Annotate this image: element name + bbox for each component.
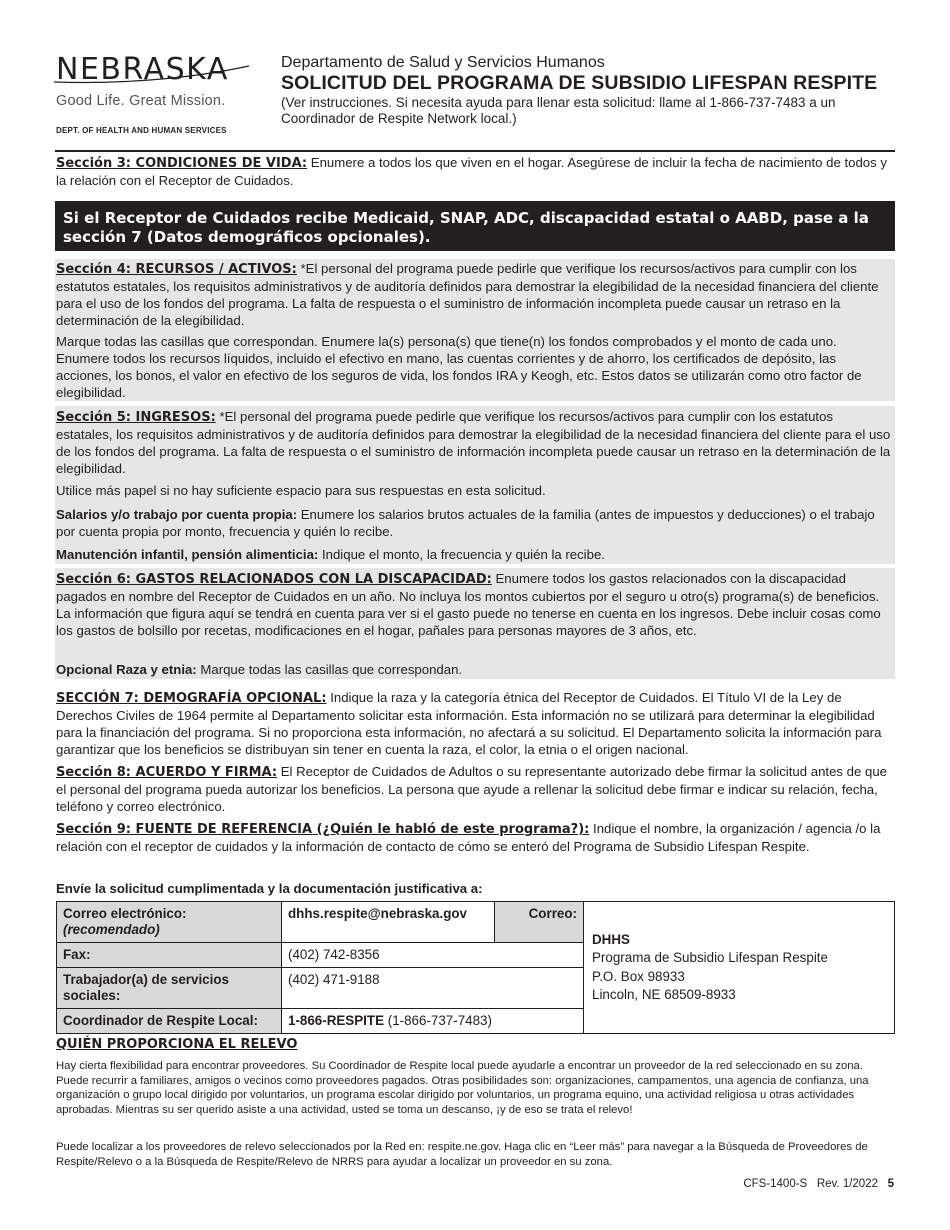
section-7-heading: SECCIÓN 7: DEMOGRAFÍA OPCIONAL: bbox=[56, 691, 327, 706]
form-id: CFS-1400-S bbox=[743, 1178, 808, 1190]
section-8-heading: Sección 8: ACUERDO Y FIRMA: bbox=[56, 765, 278, 780]
mail-line1: Programa de Subsidio Lifespan Respite bbox=[592, 950, 828, 965]
section-3 bbox=[56, 154, 896, 189]
race-text: Marque todas las casillas que correspondan. bbox=[196, 662, 463, 677]
section-5-salary bbox=[56, 506, 892, 540]
coordinator-label-cell bbox=[57, 1009, 282, 1034]
form-revision: Rev. 1/2022 bbox=[816, 1178, 878, 1190]
email-value[interactable]: dhhs.respite@nebraska.gov bbox=[288, 906, 468, 921]
section-9-text: Indique el nombre, la organización / agencia /o la relación con el receptor de cuidados y la información de contacto de cómo se enteró del Programa de Subsidio Lifespan Respite. bbox=[56, 821, 881, 854]
section-4 bbox=[56, 260, 892, 329]
header-department: Departamento de Salud y Servicios Humanos bbox=[281, 54, 605, 71]
mail-line3: Lincoln, NE 68509-8933 bbox=[592, 987, 736, 1002]
salary-text: Enumere los salarios brutos actuales de la familia (antes de impuestos y deducciones) o el trabajo por cuenta propia por monto, frecuencia y quién lo recibe. bbox=[56, 507, 875, 539]
submit-intro: Envíe la solicitud cumplimentada y la documentación justificativa a: bbox=[56, 881, 483, 896]
section-4-text: *El personal del programa puede pedirle que verifique los recursos/activos para cumplir con los estatutos estatales, los requisitos administrativos y de auditoría definidos para demostrar la elegibilidad de la necesidad financiera del cliente para el uso de los fondos del programa. La falta de respuesta o el suministro de información incompleta puede causar un retraso en la determinación de la elegibilidad. bbox=[56, 261, 879, 328]
social-worker-value: (402) 471-9188 bbox=[288, 972, 380, 987]
medicaid-banner: Si el Receptor de Cuidados recibe Medicaid, SNAP, ADC, discapacidad estatal o AABD, pase a la sección 7 (Datos demográficos opcionales). bbox=[55, 201, 895, 251]
relevo-paragraph-2: Puede localizar a los proveedores de relevo seleccionados por la Red en: respite.ne.gov. Haga clic en “Leer más” para navegar a la Búsqueda de Proveedores de Respite/Relevo o a la Búsqueda de Respite/Relevo de NRRS para ayudar a localizar un proveedor en su zona. bbox=[56, 1141, 868, 1168]
logo-wordmark: NEBRASKA bbox=[56, 52, 229, 87]
section-3-text: Enumere a todos los que viven en el hogar. Asegúrese de incluir la fecha de nacimiento de todos y la relación con el Receptor de Cuidados. bbox=[56, 155, 887, 188]
relevo-paragraph-1: Hay cierta flexibilidad para encontrar proveedores. Su Coordinador de Respite local puede ayudarle a encontrar un proveedor de la red seleccionado en su zona. Puede recurrir a familiares, amigos o vecinos como proveedores pagados. Otras posibilidades son: organizaciones, campamentos, una agencia de confianza, una organización o grupo local dirigido por voluntarios, un programa escolar dirigido por voluntarios, un programa equino, una actividad religiosa u otras actividades aprobadas. Mientras su ser querido asiste a una actividad, usted se toma un descanso, ¡y de eso se trata el relevo! bbox=[56, 1060, 869, 1117]
logo-tagline: Good Life. Great Mission. bbox=[56, 93, 226, 109]
coordinator-label: Coordinador de Respite Local: bbox=[63, 1013, 258, 1028]
section-4-heading: Sección 4: RECURSOS / ACTIVOS: bbox=[56, 262, 297, 277]
fax-value: (402) 742-8356 bbox=[288, 947, 380, 962]
fax-value-cell bbox=[282, 943, 584, 968]
child-support-label: Manutención infantil, pensión alimenticia: bbox=[56, 547, 319, 562]
section-5-text2: Utilice más papel si no hay suficiente espacio para sus respuestas en esta solicitud. bbox=[56, 483, 546, 498]
section-5-text: *El personal del programa puede pedirle que verifique los recursos/activos para cumplir con los estatutos estatales, los requisitos administrativos y de auditoría definidos para demostrar la elegibilidad de la necesidad financiera del cliente para el uso de los fondos del programa. La falta de respuesta o el suministro de información incompleta puede causar un retraso en la determinación de la elegibilidad. bbox=[56, 409, 891, 476]
email-value-cell bbox=[282, 902, 495, 943]
mail-address-cell bbox=[584, 902, 895, 1034]
social-worker-label: Trabajador(a) de servicios sociales: bbox=[63, 972, 229, 1003]
section-5-child bbox=[56, 546, 892, 563]
section-6-text: Enumere todos los gastos relacionados con la discapacidad pagados en nombre del Receptor de Cuidados en un año. No incluya los montos cubiertos por el seguro u otro(s) programa(s) de beneficios. La información que figura aquí se tendrá en cuenta para ver si el gasto puede no tenerse en cuenta en los ingresos. Debe incluir cosas como los gastos de bolsillo por recetas, modificaciones en el hogar, pañales para personas mayores de 3 años, etc. bbox=[56, 571, 881, 638]
fax-label-cell bbox=[57, 943, 282, 968]
mail-line2: P.O. Box 98933 bbox=[592, 968, 685, 984]
coordinator-bold: 1-866-RESPITE bbox=[288, 1013, 385, 1028]
email-label-cell bbox=[57, 902, 282, 943]
coordinator-value: (1-866-737-7483) bbox=[384, 1013, 492, 1028]
coordinator-value-cell bbox=[282, 1009, 584, 1034]
mail-label: Correo: bbox=[528, 906, 577, 921]
page-number: 5 bbox=[887, 1178, 894, 1190]
mail-org: DHHS bbox=[592, 931, 630, 947]
section-8 bbox=[56, 763, 894, 815]
section-6 bbox=[56, 570, 892, 639]
section-7-text: Indique la raza y la categoría étnica del Receptor de Cuidados. El Título VI de la Ley de Derechos Civiles de 1964 permite al Departamento solicitar esta información. Esta información no se utilizará para determinar la elegibilidad para la financiación del programa. Si no proporciona esta información, no afectará a su solicitud. El Departamento solicita la información para garantizar que los beneficios se distribuyan sin tener en cuenta la raza, el color, la etnia o el origen nacional. bbox=[56, 690, 882, 757]
section-6-heading: Sección 6: GASTOS RELACIONADOS CON LA DISCAPACIDAD: bbox=[56, 572, 492, 587]
fax-label: Fax: bbox=[63, 947, 91, 962]
email-label: Correo electrónico: bbox=[63, 906, 187, 921]
child-support-text: Indique el monto, la frecuencia y quién la recibe. bbox=[318, 547, 605, 562]
section-6-race bbox=[56, 661, 892, 678]
salary-label: Salarios y/o trabajo por cuenta propia: bbox=[56, 507, 298, 522]
section-9-heading: Sección 9: FUENTE DE REFERENCIA (¿Quién le habló de este programa?): bbox=[56, 822, 590, 837]
section-7 bbox=[56, 689, 894, 758]
email-note: (recomendado) bbox=[63, 922, 160, 937]
section-5-heading: Sección 5: INGRESOS: bbox=[56, 410, 216, 425]
section-3-heading: Sección 3: CONDICIONES DE VIDA: bbox=[56, 156, 308, 171]
page-title: SOLICITUD DEL PROGRAMA DE SUBSIDIO LIFESPAN RESPITE bbox=[281, 72, 878, 94]
header-subtitle: (Ver instrucciones. Si necesita ayuda para llenar esta solicitud: llame al 1-866-737-7483 a un Coordinador de Respite Network local.) bbox=[281, 95, 836, 126]
section-9 bbox=[56, 820, 894, 855]
contact-table bbox=[56, 901, 895, 1034]
page-footer bbox=[743, 1178, 894, 1190]
logo-dept: DEPT. OF HEALTH AND HUMAN SERVICES bbox=[56, 126, 227, 135]
relevo-heading: QUIÉN PROPORCIONA EL RELEVO bbox=[56, 1037, 298, 1052]
section-5 bbox=[56, 408, 892, 477]
section-8-text: El Receptor de Cuidados de Adultos o su representante autorizado debe firmar la solicitud antes de que el personal del programa pueda autorizar los beneficios. La persona que ayude a rellenar la solicitud debe firmar e indicar su relación, fecha, teléfono y correo electrónico. bbox=[56, 764, 887, 814]
section-4-text2: Marque todas las casillas que correspondan. Enumere la(s) persona(s) que tiene(n) los fondos comprobados y el monto de cada uno. Enumere todos los recursos líquidos, incluido el efectivo en mano, las cuentas corrientes y de ahorro, los certificados de depósito, las acciones, los bonos, el valor en efectivo de los seguros de vida, los fondos IRA y Keogh, etc. Estos datos se utilizarán como otro factor de elegibilidad. bbox=[56, 334, 862, 400]
social-worker-value-cell bbox=[282, 968, 584, 1009]
header-rule bbox=[55, 150, 895, 152]
mail-label-cell bbox=[495, 902, 584, 943]
social-worker-label-cell bbox=[57, 968, 282, 1009]
race-label: Opcional Raza y etnia: bbox=[56, 662, 197, 677]
